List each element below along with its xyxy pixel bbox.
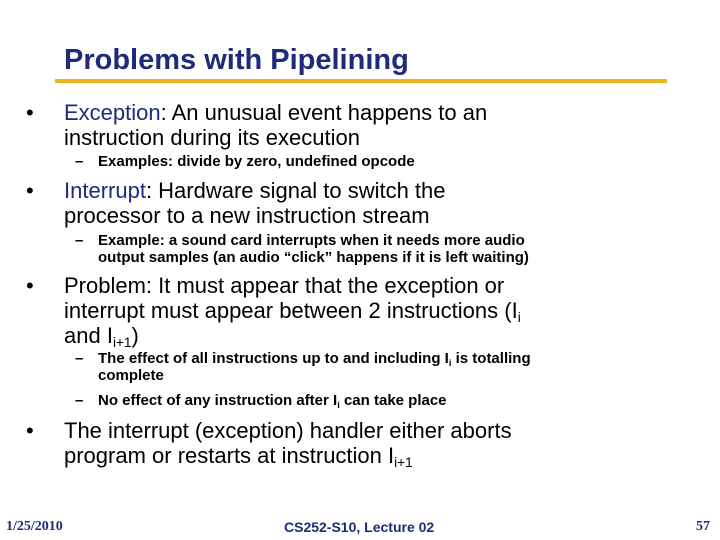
dash-glyph: –: [75, 232, 84, 249]
dash-glyph: –: [75, 153, 84, 170]
term-interrupt: Interrupt: [64, 178, 146, 203]
sub-bullet: – The effect of all instructions up to and including $I_i$ is totalling complete: [75, 350, 531, 384]
dash-glyph: –: [75, 392, 84, 409]
term-exception: Exception: [64, 100, 161, 125]
bullet-interrupt: [26, 178, 446, 228]
bullet-dot: •: [26, 418, 34, 443]
bullet-text: Interrupt: Hardware signal to switch the processor to a new instruction stream: [64, 178, 446, 228]
footer-course: CS252-S10, Lecture 02: [284, 519, 435, 535]
bullet-dot: •: [26, 273, 34, 298]
sub-bullet: – Examples: divide by zero, undefined opcode: [75, 153, 415, 170]
bullet-exception: [26, 100, 487, 150]
bullet-text: Exception: An unusual event happens to an instruction during its execution: [64, 100, 488, 150]
slide-title: Problems with Pipelining: [64, 44, 409, 76]
bullet-handler: [26, 418, 512, 471]
sub-bullet: – Example: a sound card interrupts when it needs more audio output samples (an audio “click” happens if it is left waiting): [75, 232, 529, 266]
bullet-dot: •: [26, 178, 34, 203]
bullet-dot: •: [26, 100, 34, 125]
bullet-problem: [26, 273, 521, 351]
footer-date: 1/25/2010: [6, 519, 63, 534]
footer-page-number: 57: [696, 519, 710, 534]
bullet-text: Problem: It must appear that the exception or interrupt must appear between 2 instructions ($I_i$ and $I_{i+1}$): [64, 273, 521, 351]
bullet-text: The interrupt (exception) handler either aborts program or restarts at instruction $I_{i+1}$: [64, 418, 512, 471]
dash-glyph: –: [75, 350, 84, 367]
sub-bullet: – No effect of any instruction after $I_i$ can take place: [75, 392, 447, 410]
title-underline: [55, 79, 667, 83]
